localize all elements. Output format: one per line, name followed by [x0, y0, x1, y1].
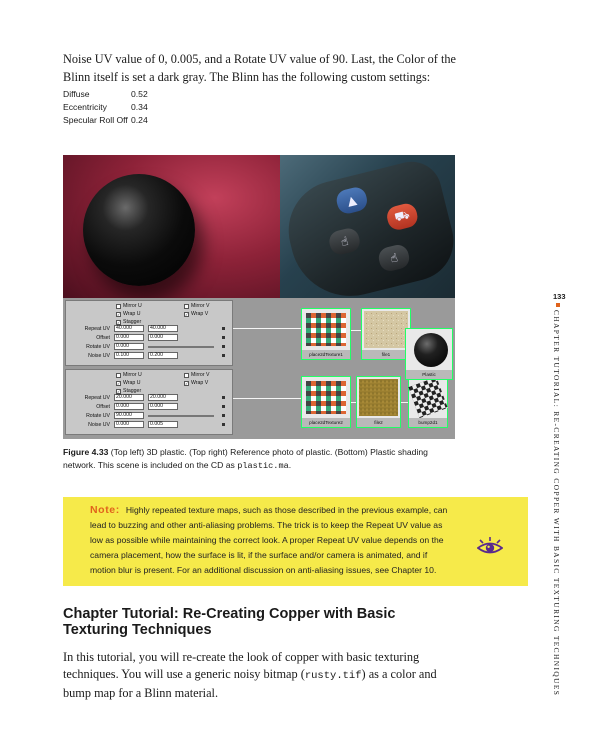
- file-node-1[interactable]: [361, 308, 411, 360]
- figure-caption: [63, 446, 455, 473]
- section-heading: Chapter Tutorial: Re-Creating Copper with Basic Texturing Techniques: [63, 606, 396, 638]
- key-button-gray: ☝: [377, 243, 412, 274]
- offset-u-field[interactable]: 0.000: [114, 403, 144, 410]
- setting-value: 0.34: [131, 102, 148, 112]
- noise-uv-label: Noise UV: [88, 353, 110, 359]
- checkbox-checked[interactable]: ✓: [117, 380, 121, 386]
- node-label: place2dTexture1: [302, 350, 350, 359]
- reference-photo: [280, 155, 455, 298]
- map-button[interactable]: [222, 414, 225, 417]
- rotate-uv-field[interactable]: 0.000: [114, 343, 144, 350]
- noise-texture-swatch: [359, 379, 398, 416]
- map-button[interactable]: [222, 327, 225, 330]
- figure-4-33: [63, 155, 455, 439]
- bump2d-node[interactable]: [408, 376, 448, 428]
- rotate-uv-label: Rotate UV: [86, 413, 110, 419]
- stagger-checkbox[interactable]: ✓ Stagger: [117, 319, 142, 325]
- attribute-panel-1: [65, 300, 233, 366]
- wrap-v-checkbox[interactable]: ✓ Wrap V: [185, 380, 209, 386]
- checkbox-box[interactable]: [116, 304, 121, 309]
- wrap-v-checkbox[interactable]: ✓ Wrap V: [185, 311, 209, 317]
- repeat-v-field[interactable]: 40.000: [148, 325, 178, 332]
- noise-v-field[interactable]: 0.005: [148, 421, 178, 428]
- node-label: file1: [362, 350, 410, 359]
- black-sphere: [83, 174, 195, 286]
- map-button[interactable]: [222, 336, 225, 339]
- note-text: [90, 503, 450, 578]
- plastic-material-node[interactable]: [405, 328, 453, 380]
- offset-u-field[interactable]: 0.000: [114, 334, 144, 341]
- offset-label: Offset: [96, 335, 110, 341]
- inline-filename: rusty.tif: [304, 670, 362, 682]
- repeat-uv-label: Repeat UV: [84, 395, 110, 401]
- key-button-blue: ▲: [334, 185, 369, 216]
- noise-texture-swatch: [364, 311, 408, 348]
- connection-line: [233, 328, 301, 329]
- offset-v-field[interactable]: 0.000: [148, 334, 178, 341]
- note-box: [63, 497, 528, 586]
- repeat-u-field[interactable]: 40.000: [114, 325, 144, 332]
- map-button[interactable]: [222, 354, 225, 357]
- offset-label: Offset: [96, 404, 110, 410]
- mirror-v-checkbox[interactable]: Mirror V: [184, 372, 209, 378]
- setting-row: [63, 114, 148, 127]
- noise-uv-label: Noise UV: [88, 422, 110, 428]
- key-button-gray: ☝: [327, 226, 362, 257]
- blinn-settings-list: [63, 88, 148, 127]
- wrap-u-checkbox[interactable]: ✓ Wrap U: [117, 380, 141, 386]
- noise-u-field[interactable]: 0.000: [114, 421, 144, 428]
- setting-row: [63, 101, 148, 114]
- material-swatch: [414, 333, 448, 367]
- page-number: 133: [553, 292, 566, 301]
- checkbox-checked[interactable]: ✓: [185, 380, 189, 386]
- setting-value: 0.52: [131, 89, 148, 99]
- map-button[interactable]: [222, 345, 225, 348]
- repeat-uv-label: Repeat UV: [84, 326, 110, 332]
- place2d-node-1[interactable]: [301, 308, 351, 360]
- checkbox-checked[interactable]: ✓: [117, 388, 121, 394]
- node-label: Plastic: [406, 370, 452, 379]
- setting-label: Specular Roll Off: [63, 115, 128, 125]
- map-button[interactable]: [222, 396, 225, 399]
- rotate-uv-slider[interactable]: [148, 415, 214, 417]
- repeat-v-field[interactable]: 20.000: [148, 394, 178, 401]
- offset-v-field[interactable]: 0.000: [148, 403, 178, 410]
- mirror-u-checkbox[interactable]: Mirror U: [116, 303, 142, 309]
- repeat-u-field[interactable]: 20.000: [114, 394, 144, 401]
- note-body: Highly repeated texture maps, such as those described in the previous example, can lead to buzzing and other anti-aliasing problems. The trick is to keep the Repeat UV value as low as possible while maintaining the correct look. A proper Repeat UV value depends on the camera placement, how the surface is lit, if the surface and/or camera is animated, and if motion blur is present. For an additional discussion on anti-aliasing issues, see Chapter 10.: [90, 505, 448, 575]
- running-head-marker: [556, 303, 560, 307]
- node-label: place2dTexture2: [302, 418, 350, 427]
- node-label: bump2d1: [409, 418, 447, 427]
- wrap-u-checkbox[interactable]: ✓ Wrap U: [117, 311, 141, 317]
- key-button-red: ⛟: [385, 201, 420, 232]
- setting-label: Eccentricity: [63, 102, 107, 112]
- setting-value: 0.24: [131, 115, 148, 125]
- attribute-panel-2: [65, 369, 233, 435]
- noise-v-field[interactable]: 0.200: [148, 352, 178, 359]
- node-label: file2: [357, 418, 400, 427]
- place2d-swatch: [306, 381, 346, 414]
- intro-paragraph: Noise UV value of 0, 0.005, and a Rotate UV value of 90. Last, the Color of the Blinn itself is set a dark gray. The Blinn has the following custom settings:: [63, 52, 456, 84]
- eye-icon: [477, 534, 503, 556]
- checkbox-checked[interactable]: ✓: [117, 311, 121, 317]
- place2d-swatch: [306, 313, 346, 346]
- stagger-checkbox[interactable]: ✓ Stagger: [117, 388, 142, 394]
- checkbox-box[interactable]: [116, 373, 121, 378]
- checkbox-checked[interactable]: ✓: [117, 319, 121, 325]
- note-heading: Note:: [90, 504, 120, 516]
- checkbox-box[interactable]: [184, 304, 189, 309]
- connection-line: [233, 398, 301, 399]
- map-button[interactable]: [222, 405, 225, 408]
- body-paragraph: In this tutorial, you will re-create the look of copper with basic texturing techniques. You will use a generic noisy bitmap (rusty.tif) as a color and bump map for a Blinn material.: [63, 650, 437, 700]
- caption-label: Figure 4.33: [63, 447, 109, 457]
- checkbox-checked[interactable]: ✓: [185, 311, 189, 317]
- mirror-u-checkbox[interactable]: Mirror U: [116, 372, 142, 378]
- plastic-render-image: [63, 155, 280, 298]
- checkbox-box[interactable]: [184, 373, 189, 378]
- caption-text: (Top left) 3D plastic. (Top right) Reference photo of plastic. (Bottom) Plastic shading network. This scene is included on the CD as: [63, 447, 428, 470]
- running-head: CHAPTER TUTORIAL: RE-CREATING COPPER WITH BASIC TEXTURING TECHNIQUES: [552, 310, 561, 697]
- noise-u-field[interactable]: 0.100: [114, 352, 144, 359]
- setting-label: Diffuse: [63, 89, 90, 99]
- caption-end: .: [288, 460, 292, 470]
- rotate-uv-field[interactable]: 90.000: [114, 412, 144, 419]
- rotate-uv-label: Rotate UV: [86, 344, 110, 350]
- shading-network: [63, 298, 455, 439]
- rotate-uv-slider[interactable]: [148, 346, 214, 348]
- setting-row: [63, 88, 148, 101]
- map-button[interactable]: [222, 423, 225, 426]
- caption-file: plastic.ma: [237, 461, 289, 471]
- mirror-v-checkbox[interactable]: Mirror V: [184, 303, 209, 309]
- connection-line: [351, 330, 361, 331]
- file-node-2[interactable]: [356, 376, 401, 428]
- bump-swatch: [408, 377, 447, 418]
- place2d-node-2[interactable]: [301, 376, 351, 428]
- car-key-fob: [278, 155, 455, 308]
